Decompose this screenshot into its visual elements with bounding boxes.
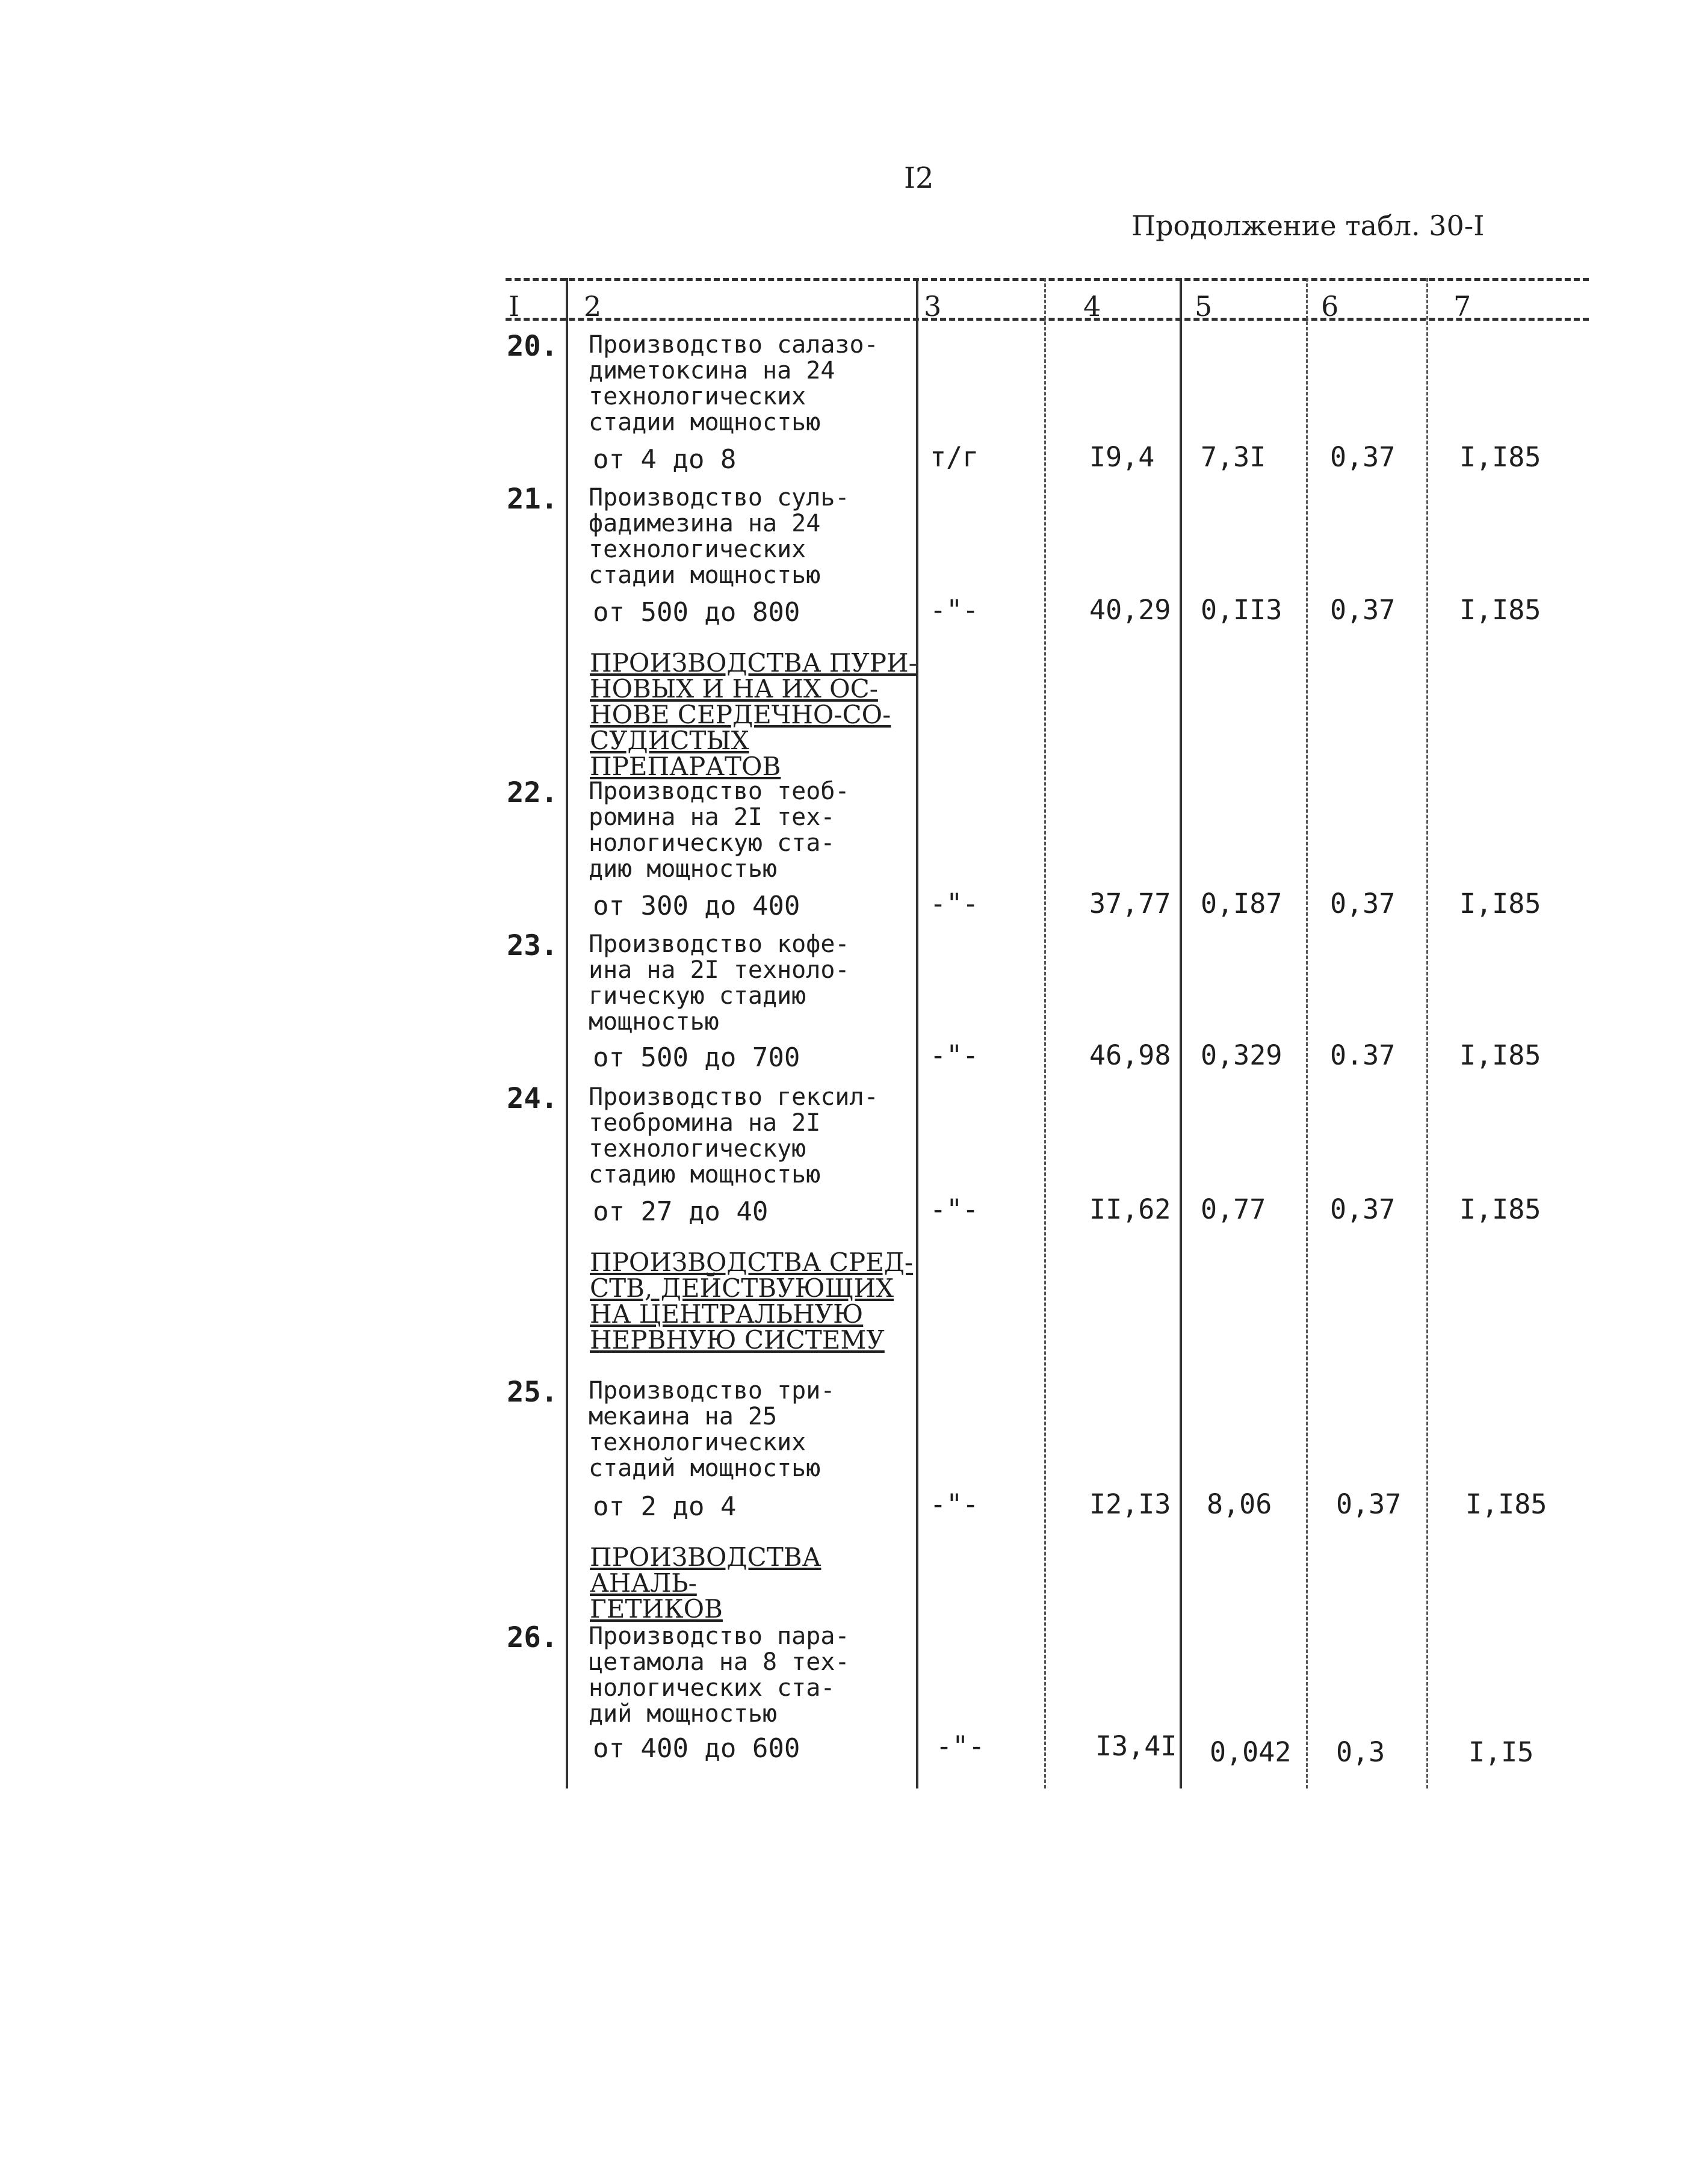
row-col4: I3,4I	[1095, 1730, 1177, 1762]
row-unit: -"-	[930, 1488, 979, 1520]
row-number: 20.	[507, 330, 558, 363]
row-unit: -"-	[936, 1730, 985, 1762]
row-description: Производство пара- цетамола на 8 тех- нологических ста- дий мощностью	[589, 1622, 850, 1728]
row-description: Производство салазо- диметоксина на 24 технологических стадии мощностью	[589, 331, 879, 436]
row-col4: 40,29	[1089, 594, 1171, 626]
row-capacity-range: от 2 до 4	[593, 1491, 737, 1522]
row-col4: II,62	[1089, 1193, 1171, 1225]
column-divider-4	[1180, 278, 1182, 1788]
row-col5: 0,042	[1210, 1736, 1292, 1768]
column-header-6: 6	[1321, 290, 1339, 323]
row-col4: I9,4	[1089, 441, 1155, 473]
row-number: 26.	[507, 1621, 558, 1654]
row-col4: 46,98	[1089, 1039, 1171, 1071]
row-col6: 0,37	[1330, 441, 1396, 473]
column-divider-6	[1426, 278, 1428, 1788]
column-header-1: I	[509, 290, 520, 323]
row-col7: I,I85	[1465, 1488, 1547, 1520]
row-col4: 37,77	[1089, 888, 1171, 920]
row-unit: -"-	[930, 1193, 979, 1225]
row-number: 24.	[507, 1082, 558, 1115]
row-col6: 0,37	[1330, 1193, 1396, 1225]
row-number: 23.	[507, 929, 558, 962]
column-divider-5	[1306, 278, 1308, 1788]
row-col5: 8,06	[1207, 1488, 1272, 1520]
row-col5: 0,77	[1201, 1193, 1266, 1225]
row-col6: 0,37	[1330, 594, 1396, 626]
row-col7: I,I85	[1459, 1193, 1541, 1225]
row-capacity-range: от 27 до 40	[593, 1196, 769, 1227]
column-header-4: 4	[1083, 290, 1101, 323]
row-col6: 0,3	[1336, 1736, 1385, 1768]
row-description: Производство суль- фадимезина на 24 технологических стадии мощностью	[589, 484, 850, 589]
row-capacity-range: от 400 до 600	[593, 1733, 800, 1764]
column-header-5: 5	[1195, 290, 1213, 323]
page-number: I2	[904, 161, 934, 195]
row-number: 21.	[507, 483, 558, 516]
row-col6: 0,37	[1330, 888, 1396, 920]
row-col7: I,I85	[1459, 1039, 1541, 1071]
column-divider-3	[1044, 278, 1046, 1788]
row-number: 25.	[507, 1376, 558, 1409]
column-header-7: 7	[1453, 290, 1471, 323]
row-unit: -"-	[930, 1039, 979, 1071]
row-number: 22.	[507, 776, 558, 809]
row-col6: 0,37	[1336, 1488, 1402, 1520]
column-divider-1	[566, 278, 568, 1788]
column-header-2: 2	[584, 290, 602, 323]
row-col5: 7,3I	[1201, 441, 1266, 473]
column-header-3: 3	[924, 290, 942, 323]
row-capacity-range: от 4 до 8	[593, 444, 737, 475]
row-col6: 0.37	[1330, 1039, 1396, 1071]
row-capacity-range: от 500 до 700	[593, 1042, 800, 1073]
row-description: Производство три- мекаина на 25 технологических стадий мощностью	[589, 1377, 835, 1482]
section-heading: ПРОИЗВОДСТВА АНАЛЬ- ГЕТИКОВ	[590, 1542, 822, 1624]
row-col7: I,I85	[1459, 441, 1541, 473]
row-description: Производство кофе- ина на 2I техноло- гическую стадию мощностью	[589, 930, 850, 1036]
section-heading: ПРОИЗВОДСТВА СРЕД- СТВ, ДЕЙСТВУЮЩИХ НА ЦЕНТРАЛЬНУЮ НЕРВНУЮ СИСТЕМУ	[590, 1247, 914, 1355]
row-capacity-range: от 500 до 800	[593, 597, 800, 628]
row-col7: I,I85	[1459, 594, 1541, 626]
row-col5: 0,329	[1201, 1039, 1283, 1071]
row-col4: I2,I3	[1089, 1488, 1171, 1520]
row-description: Производство гексил- теобромина на 2I технологическую стадию мощностью	[589, 1083, 879, 1189]
row-col5: 0,II3	[1201, 594, 1283, 626]
row-description: Производство теоб- ромина на 2I тех- нологическую ста- дию мощностью	[589, 777, 850, 883]
section-heading: ПРОИЗВОДСТВА ПУРИ- НОВЫХ И НА ИХ ОС- НОВЕ СЕРДЕЧНО-СО- СУДИСТЫХ ПРЕПАРАТОВ	[590, 648, 917, 781]
row-capacity-range: от 300 до 400	[593, 891, 800, 921]
row-col7: I,I5	[1468, 1736, 1534, 1768]
row-unit: -"-	[930, 594, 979, 626]
row-unit: -"-	[930, 888, 979, 920]
row-col5: 0,I87	[1201, 888, 1283, 920]
row-unit: т/г	[930, 441, 979, 473]
table-caption: Продолжение табл. 30-I	[1131, 209, 1485, 242]
row-col7: I,I85	[1459, 888, 1541, 920]
